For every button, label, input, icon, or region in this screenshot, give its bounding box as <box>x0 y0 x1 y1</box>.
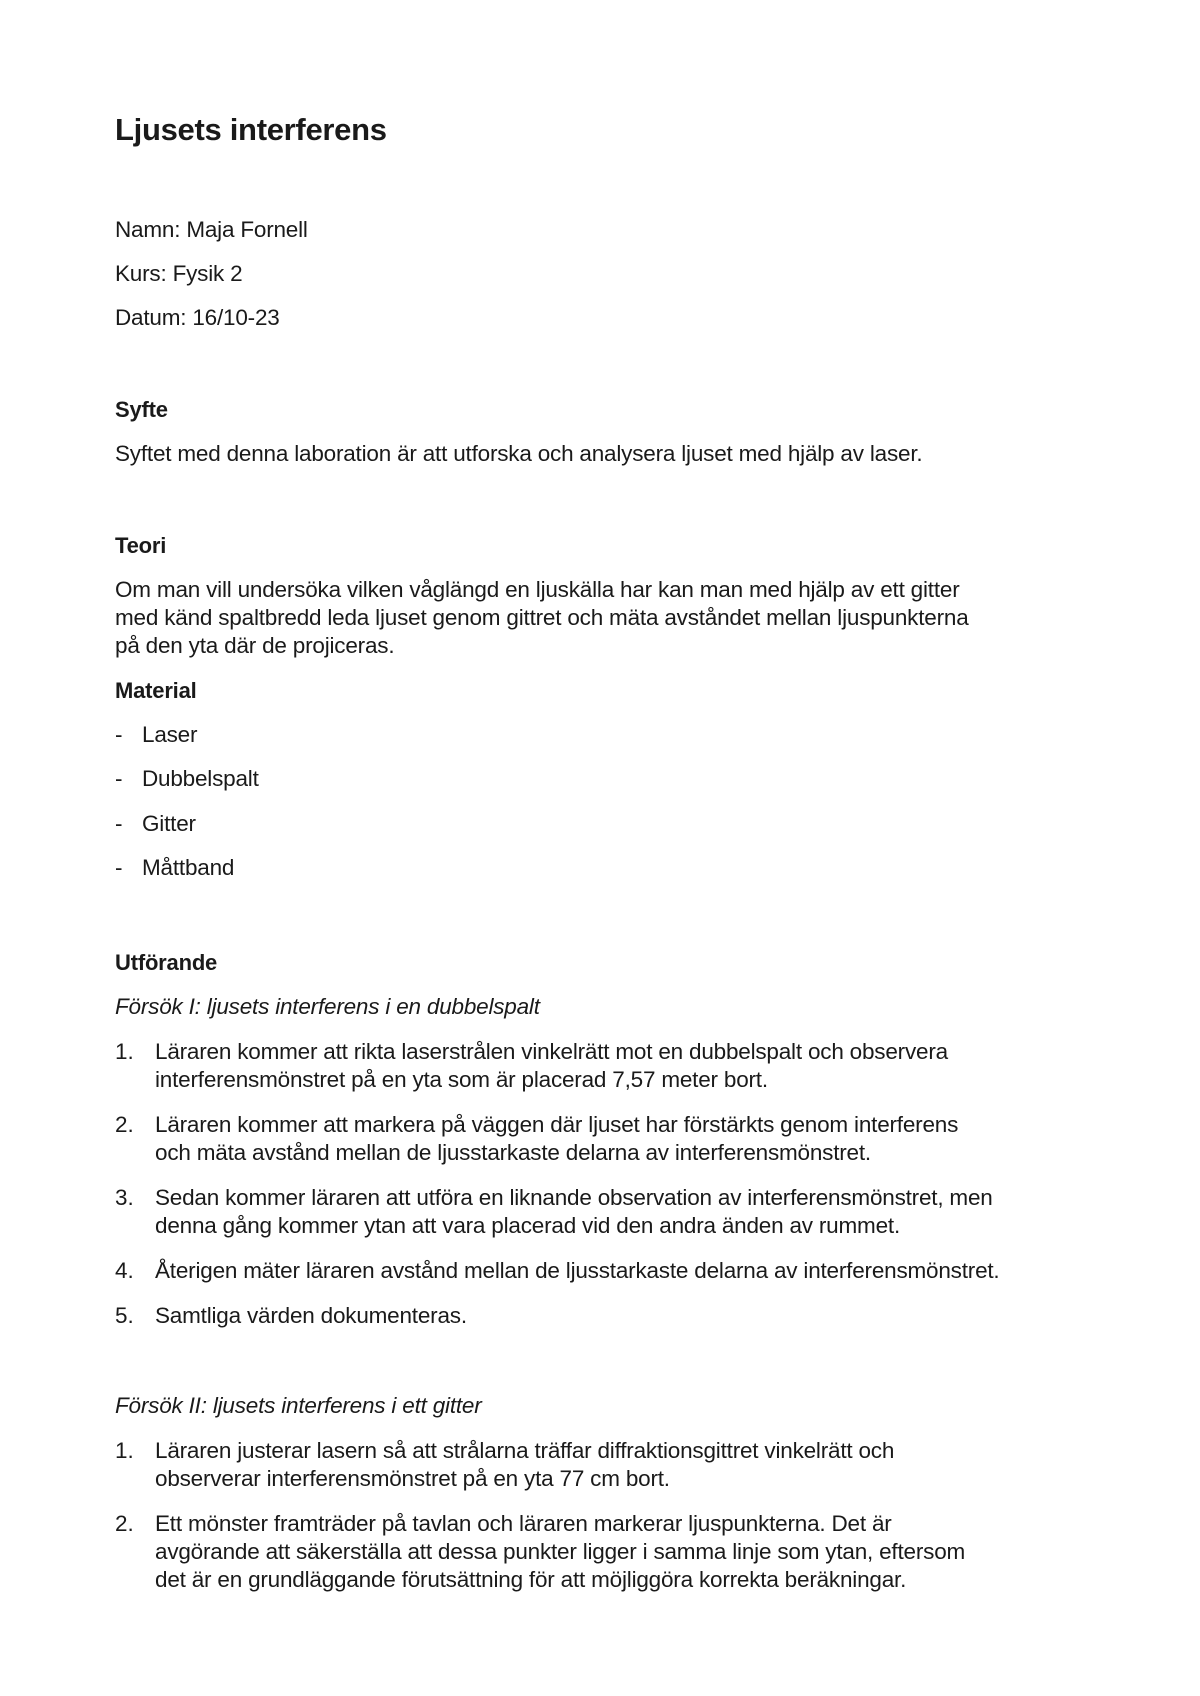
step-text-line: avgörande att säkerställa att dessa punkter ligger i samma linje som ytan, eftersom <box>155 1539 966 1564</box>
step-text-line: Läraren kommer att markera på väggen där ljuset har förstärkts genom interferens <box>155 1112 959 1137</box>
list-bullet: - <box>115 722 123 747</box>
report-date: Datum: 16/10-23 <box>115 305 280 330</box>
syfte-heading: Syfte <box>115 397 168 422</box>
utforande-heading: Utförande <box>115 950 218 975</box>
experiment-1-title: Försök I: ljusets interferens i en dubbelspalt <box>115 994 540 1019</box>
step-number: 5. <box>115 1303 134 1328</box>
course-name: Kurs: Fysik 2 <box>115 261 243 286</box>
step-number: 1. <box>115 1039 134 1064</box>
list-bullet: - <box>115 766 123 791</box>
student-name: Namn: Maja Fornell <box>115 217 308 242</box>
step-text-line: Läraren justerar lasern så att strålarna träffar diffraktionsgittret vinkelrätt och <box>155 1438 895 1463</box>
step-text-line: interferensmönstret på en yta som är placerad 7,57 meter bort. <box>155 1067 768 1092</box>
list-bullet: - <box>115 811 123 836</box>
step-text-line: denna gång kommer ytan att vara placerad vid den andra änden av rummet. <box>155 1213 900 1238</box>
teori-heading: Teori <box>115 533 167 558</box>
step-text-line: observerar interferensmönstret på en yta 77 cm bort. <box>155 1466 670 1491</box>
material-item-gitter: Gitter <box>142 811 196 836</box>
step-number: 2. <box>115 1112 134 1137</box>
syfte-text: Syftet med denna laboration är att utforska och analysera ljuset med hjälp av laser. <box>115 441 923 466</box>
document-title: Ljusets interferens <box>115 112 387 147</box>
material-item-laser: Laser <box>142 722 198 747</box>
material-item-mattband: Måttband <box>142 855 235 880</box>
teori-text-line: på den yta där de projiceras. <box>115 633 395 658</box>
material-item-dubbelspalt: Dubbelspalt <box>142 766 259 791</box>
experiment-2-title: Försök II: ljusets interferens i ett gitter <box>115 1393 482 1418</box>
step-number: 1. <box>115 1438 134 1463</box>
step-number: 2. <box>115 1511 134 1536</box>
step-text-line: Ett mönster framträder på tavlan och läraren markerar ljuspunkterna. Det är <box>155 1511 892 1536</box>
step-text-line: Sedan kommer läraren att utföra en liknande observation av interferensmönstret, men <box>155 1185 993 1210</box>
step-number: 4. <box>115 1258 134 1283</box>
step-text-line: Återigen mäter läraren avstånd mellan de ljusstarkaste delarna av interferensmönstret. <box>155 1258 1000 1283</box>
list-bullet: - <box>115 855 123 880</box>
material-heading: Material <box>115 678 197 703</box>
step-text-line: Samtliga värden dokumenteras. <box>155 1303 467 1328</box>
step-text-line: det är en grundläggande förutsättning för att möjliggöra korrekta beräkningar. <box>155 1567 907 1592</box>
teori-text-line: med känd spaltbredd leda ljuset genom gittret och mäta avståndet mellan ljuspunkterna <box>115 605 969 630</box>
teori-text-line: Om man vill undersöka vilken våglängd en ljuskälla har kan man med hjälp av ett gitter <box>115 577 960 602</box>
step-text-line: Läraren kommer att rikta laserstrålen vinkelrätt mot en dubbelspalt och observera <box>155 1039 948 1064</box>
step-text-line: och mäta avstånd mellan de ljusstarkaste delarna av interferensmönstret. <box>155 1140 871 1165</box>
step-number: 3. <box>115 1185 134 1210</box>
